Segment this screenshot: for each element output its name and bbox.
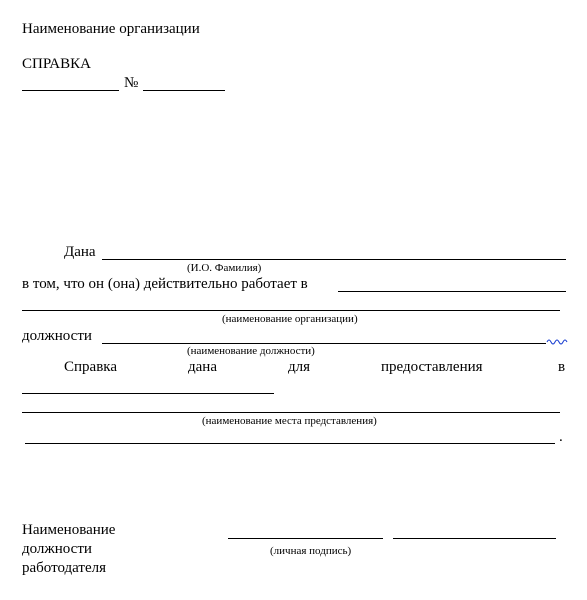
works-at-text: в том, что он (она) действительно работает в [22, 276, 308, 292]
signature-line [228, 538, 383, 539]
issued-word-4: предоставления [381, 359, 483, 375]
document-title: СПРАВКА [22, 56, 91, 72]
position-line [102, 343, 546, 344]
place-line-3 [25, 443, 555, 444]
given-to-label: Дана [64, 244, 96, 260]
signature-caption: (личная подпись) [270, 545, 352, 557]
name-decoding-line [393, 538, 556, 539]
position-caption: (наименование должности) [187, 345, 315, 357]
issued-word-5: в [558, 359, 566, 375]
place-line-2 [22, 412, 560, 413]
number-line [143, 90, 225, 91]
employer-position-line-2: должности [22, 541, 92, 557]
employer-position-line-3: работодателя [22, 560, 107, 576]
organization-name: Наименование организации [22, 21, 200, 37]
org-caption: (наименование организации) [222, 313, 358, 325]
org-line-1 [338, 291, 566, 292]
date-line [22, 90, 119, 91]
employer-position-line-1: Наименование [22, 522, 116, 538]
name-line [102, 259, 566, 260]
number-sign: № [124, 75, 139, 91]
issued-word-1: Справка [64, 359, 117, 375]
name-caption: (И.О. Фамилия) [187, 262, 262, 274]
issued-word-3: для [288, 359, 311, 375]
org-line-2 [22, 310, 560, 311]
place-caption: (наименование места представления) [202, 415, 377, 427]
place-line-1 [22, 393, 274, 394]
spellcheck-squiggle-icon [546, 336, 568, 346]
end-period: . [559, 429, 563, 445]
position-label: должности [22, 328, 92, 344]
issued-word-2: дана [188, 359, 217, 375]
